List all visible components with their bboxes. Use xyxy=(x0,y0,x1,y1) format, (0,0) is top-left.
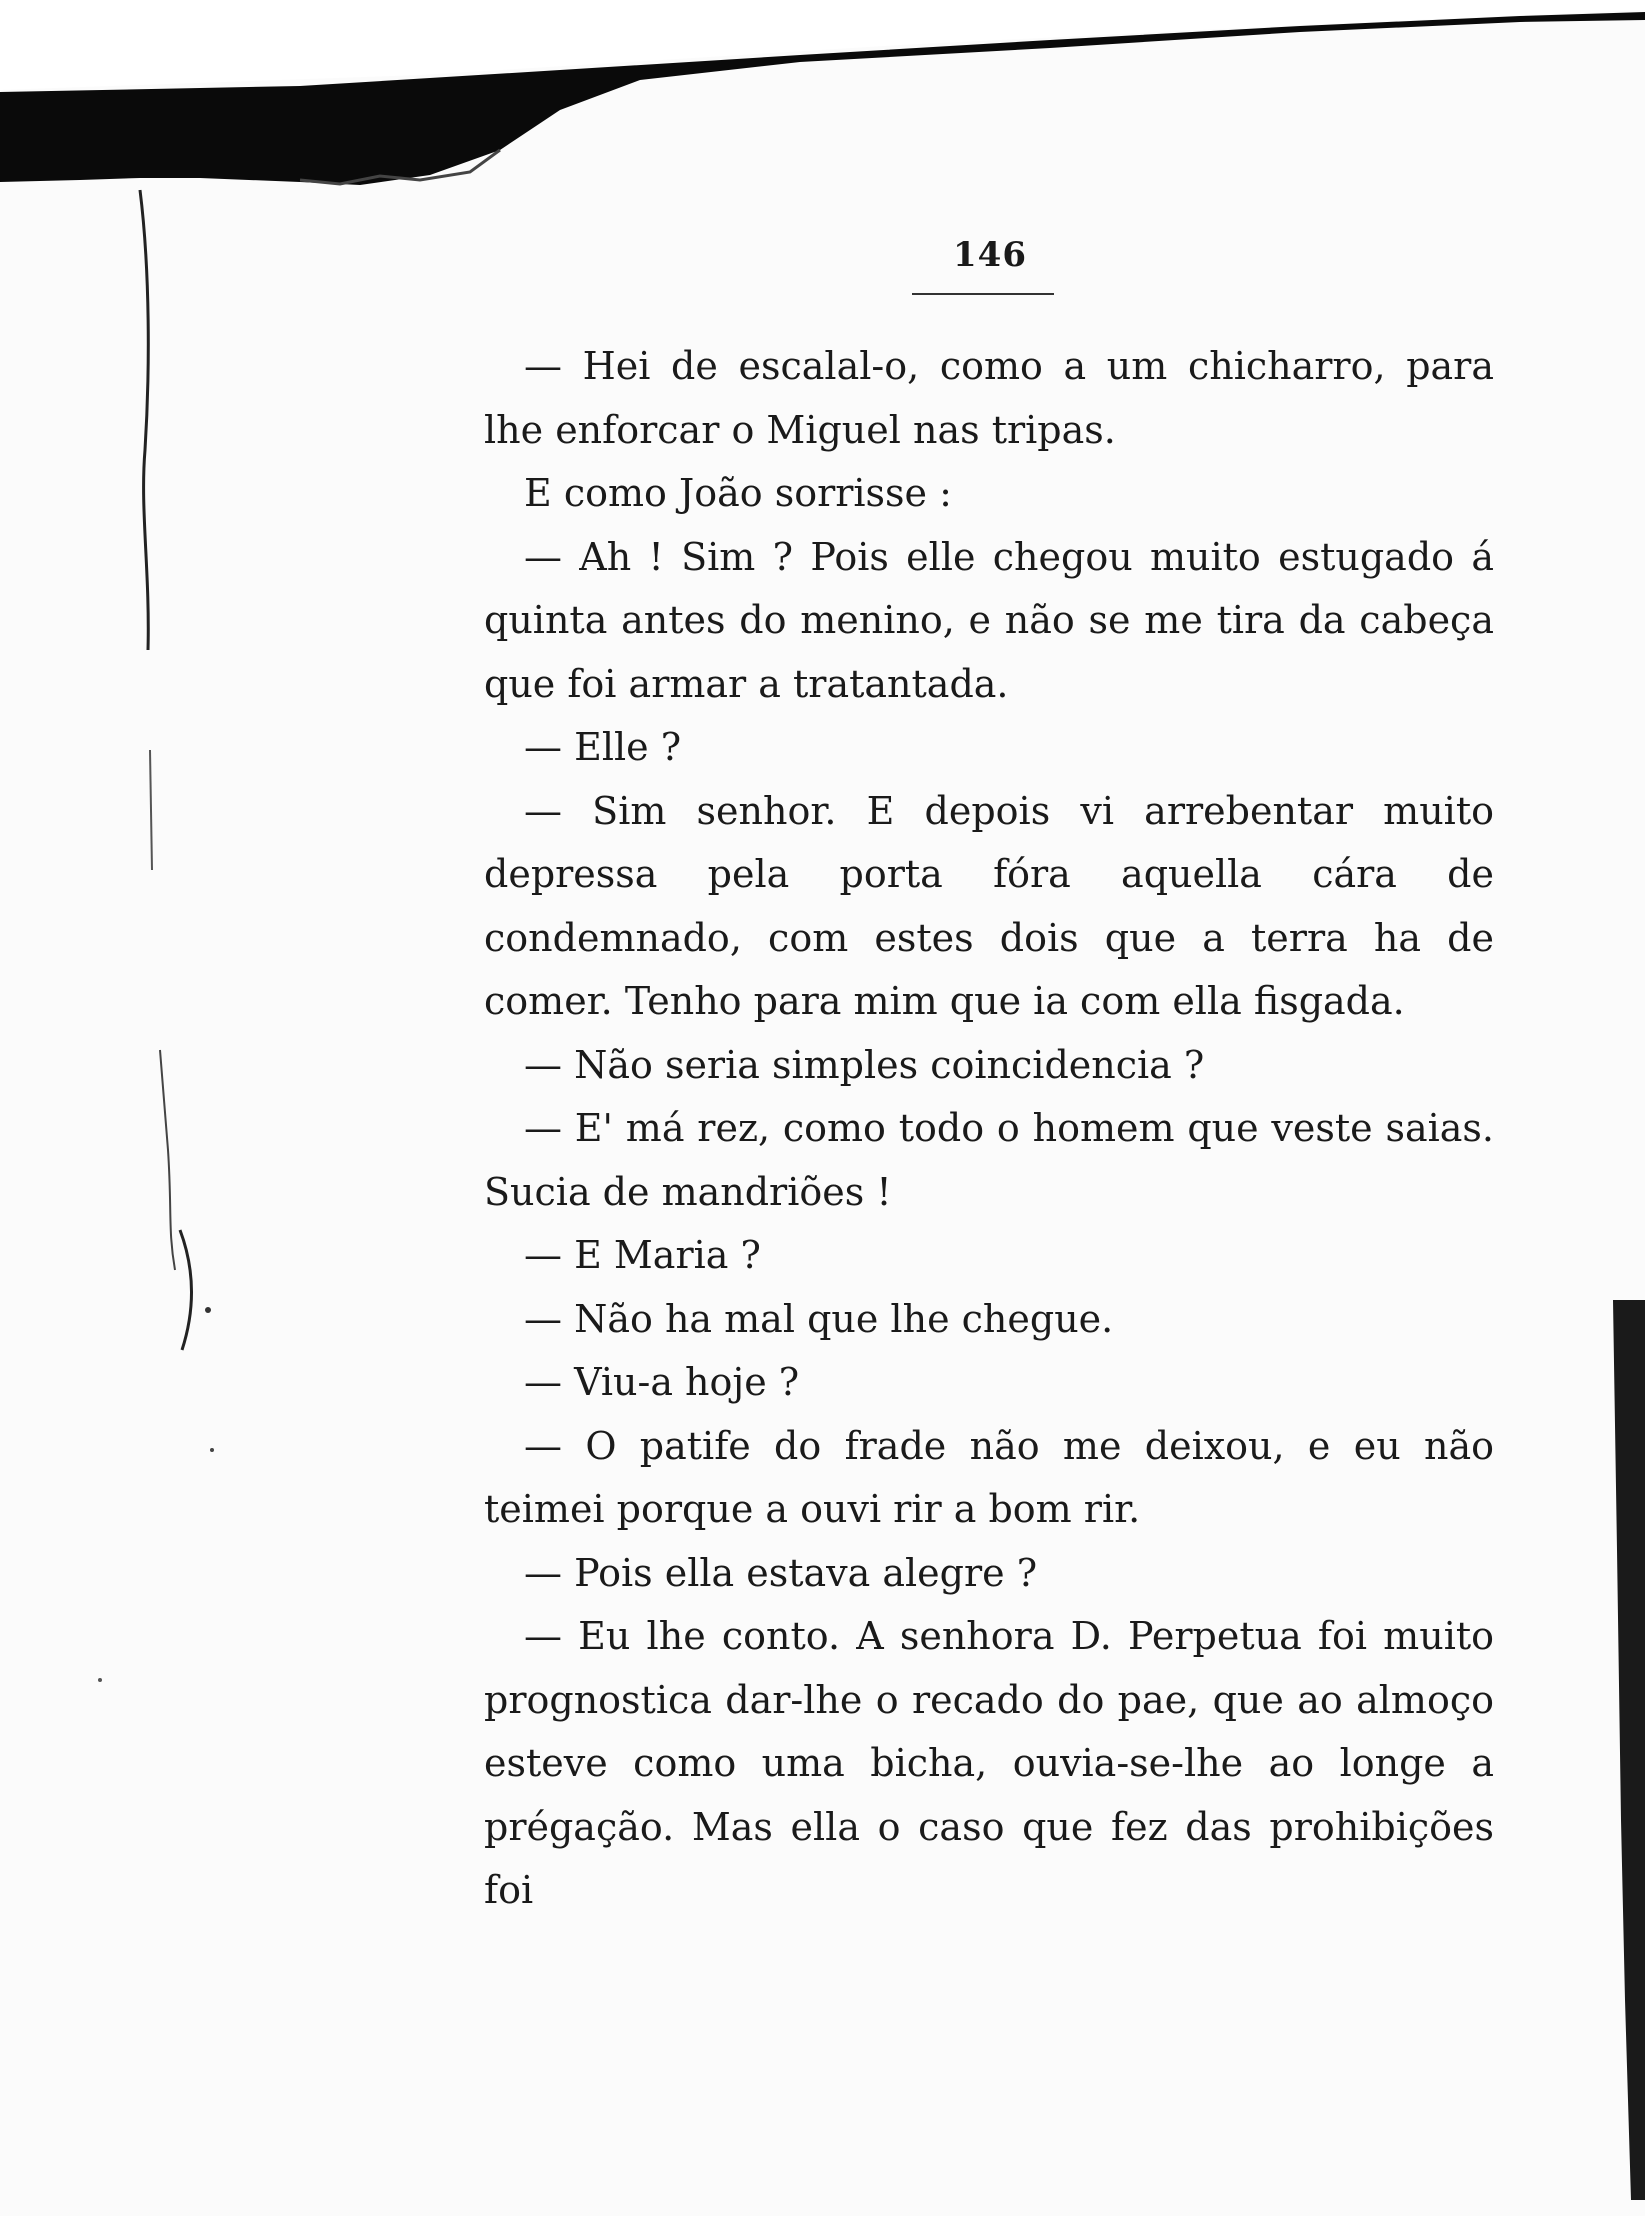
paragraph-5: — Sim senhor. E depois vi arrebentar muito depressa pela porta fóra aquella cára de condemnado, com estes dois que a terra ha de comer. Tenho para mim que ia com ella fisgada. xyxy=(484,788,1494,1023)
body-text xyxy=(484,335,1494,1923)
scan-edge-left xyxy=(0,150,220,2210)
paragraph-1: — Hei de escalal-o, como a um chicharro, para lhe enforcar o Miguel nas tripas. xyxy=(484,344,1494,452)
paragraph-3: — Ah ! Sim ? Pois elle chegou muito estugado á quinta antes do menino, e não se me tira da cabeça que foi armar a tratantada. xyxy=(484,534,1494,706)
paragraph-10: — Viu-a hoje ? xyxy=(524,1360,800,1404)
page-number: 146 xyxy=(953,235,1027,275)
paragraph-9: — Não ha mal que lhe chegue. xyxy=(524,1296,1114,1341)
paragraph-6: — Não seria simples coincidencia ? xyxy=(524,1042,1205,1087)
scan-edge-right xyxy=(1605,1300,1645,2200)
paragraph-2: E como João sorrisse : xyxy=(524,471,952,515)
paragraph-4: — Elle ? xyxy=(524,725,682,769)
page-number-rule xyxy=(912,293,1054,295)
paragraph-13: — Eu lhe conto. A senhora D. Perpetua foi muito prognostica dar-lhe o recado do pae, que ao almoço esteve como uma bicha, ouvia-se-lhe ao longe a prégação. Mas ella o caso que fez das prohibições foi xyxy=(484,1614,1494,1912)
paragraph-8: — E Maria ? xyxy=(524,1233,761,1277)
paragraph-7: — E' má rez, como todo o homem que veste saias. Sucia de mandriões ! xyxy=(484,1106,1494,1214)
paragraph-12: — Pois ella estava alegre ? xyxy=(524,1550,1038,1595)
paragraph-11: — O patife do frade não me deixou, e eu não teimei porque a ouvi rir a bom rir. xyxy=(484,1423,1494,1531)
scan-shadow-top xyxy=(0,0,1645,230)
